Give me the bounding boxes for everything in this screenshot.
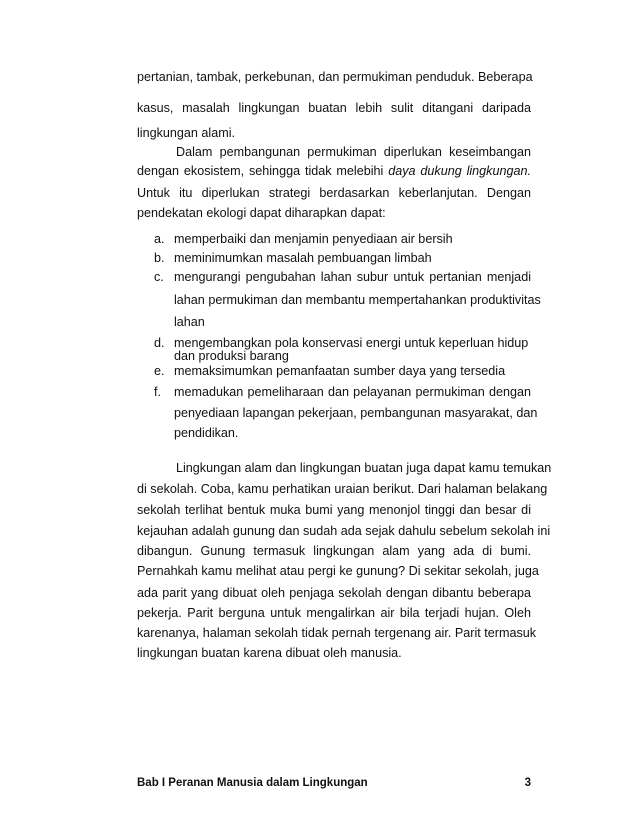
paragraph-3-line-10: lingkungan buatan karena dibuat oleh manusia. <box>137 646 402 660</box>
paragraph-1-line-2: kasus, masalah lingkungan buatan lebih sulit ditangani daripada <box>137 101 531 115</box>
paragraph-1-line-1: pertanian, tambak, perkebunan, dan permukiman penduduk. Beberapa <box>137 70 533 84</box>
list-item-c-line-3: lahan <box>174 315 205 329</box>
paragraph-1-line-3: lingkungan alami. <box>137 126 236 140</box>
list-item-c-line-2: lahan permukiman dan membantu mempertahankan produktivitas <box>174 293 541 307</box>
paragraph-2-line-2-text: dengan ekosistem, sehingga tidak melebihi <box>137 164 389 178</box>
paragraph-2-italic-term: daya dukung lingkungan. <box>388 164 531 178</box>
paragraph-3-line-7: ada parit yang dibuat oleh penjaga sekolah dengan dibantu beberapa <box>137 586 531 600</box>
paragraph-2-line-2 <box>137 162 531 180</box>
paragraph-3-line-1: Lingkungan alam dan lingkungan buatan juga dapat kamu temukan <box>176 461 552 475</box>
list-marker-f: f. <box>154 385 161 399</box>
paragraph-3-line-4: kejauhan adalah gunung dan sudah ada sejak dahulu sebelum sekolah ini <box>137 524 551 538</box>
list-marker-e: e. <box>154 364 165 378</box>
paragraph-3-line-9: karenanya, halaman sekolah tidak pernah tergenang air. Parit termasuk <box>137 626 537 640</box>
list-marker-c: c. <box>154 270 164 284</box>
list-item-e: memaksimumkan pemanfaatan sumber daya yang tersedia <box>174 364 506 378</box>
list-item-d-line-2: dan produksi barang <box>174 349 289 363</box>
paragraph-3-line-3: sekolah terlihat bentuk muka bumi yang menonjol tinggi dan besar di <box>137 503 531 517</box>
footer-chapter-title: Bab I Peranan Manusia dalam Lingkungan <box>137 777 368 789</box>
list-item-f-line-2: penyediaan lapangan pekerjaan, pembangunan masyarakat, dan <box>174 406 538 420</box>
paragraph-3-line-8: pekerja. Parit berguna untuk mengalirkan air bila terjadi hujan. Oleh <box>137 606 531 620</box>
list-item-c-line-1: mengurangi pengubahan lahan subur untuk pertanian menjadi <box>174 270 531 284</box>
paragraph-2-line-3: Untuk itu diperlukan strategi berdasarkan keberlanjutan. Dengan <box>137 186 531 200</box>
list-item-d-line-1: mengembangkan pola konservasi energi untuk keperluan hidup <box>174 336 529 350</box>
page-footer <box>137 774 531 792</box>
list-item-b: meminimumkan masalah pembuangan limbah <box>174 251 432 265</box>
list-marker-b: b. <box>154 251 165 265</box>
page-number: 3 <box>524 777 531 789</box>
paragraph-3-line-2: di sekolah. Coba, kamu perhatikan uraian berikut. Dari halaman belakang <box>137 482 548 496</box>
paragraph-3-line-5: dibangun. Gunung termasuk lingkungan alam yang ada di bumi. <box>137 544 531 558</box>
list-marker-a: a. <box>154 232 165 246</box>
paragraph-2-line-1: Dalam pembangunan permukiman diperlukan keseimbangan <box>176 145 531 159</box>
paragraph-2-line-4: pendekatan ekologi dapat diharapkan dapat: <box>137 206 386 220</box>
list-item-f-line-3: pendidikan. <box>174 426 239 440</box>
list-item-a: memperbaiki dan menjamin penyediaan air bersih <box>174 232 453 246</box>
list-item-f-line-1: memadukan pemeliharaan dan pelayanan permukiman dengan <box>174 385 531 399</box>
list-marker-d: d. <box>154 336 165 350</box>
paragraph-3-line-6: Pernahkah kamu melihat atau pergi ke gunung? Di sekitar sekolah, juga <box>137 564 539 578</box>
